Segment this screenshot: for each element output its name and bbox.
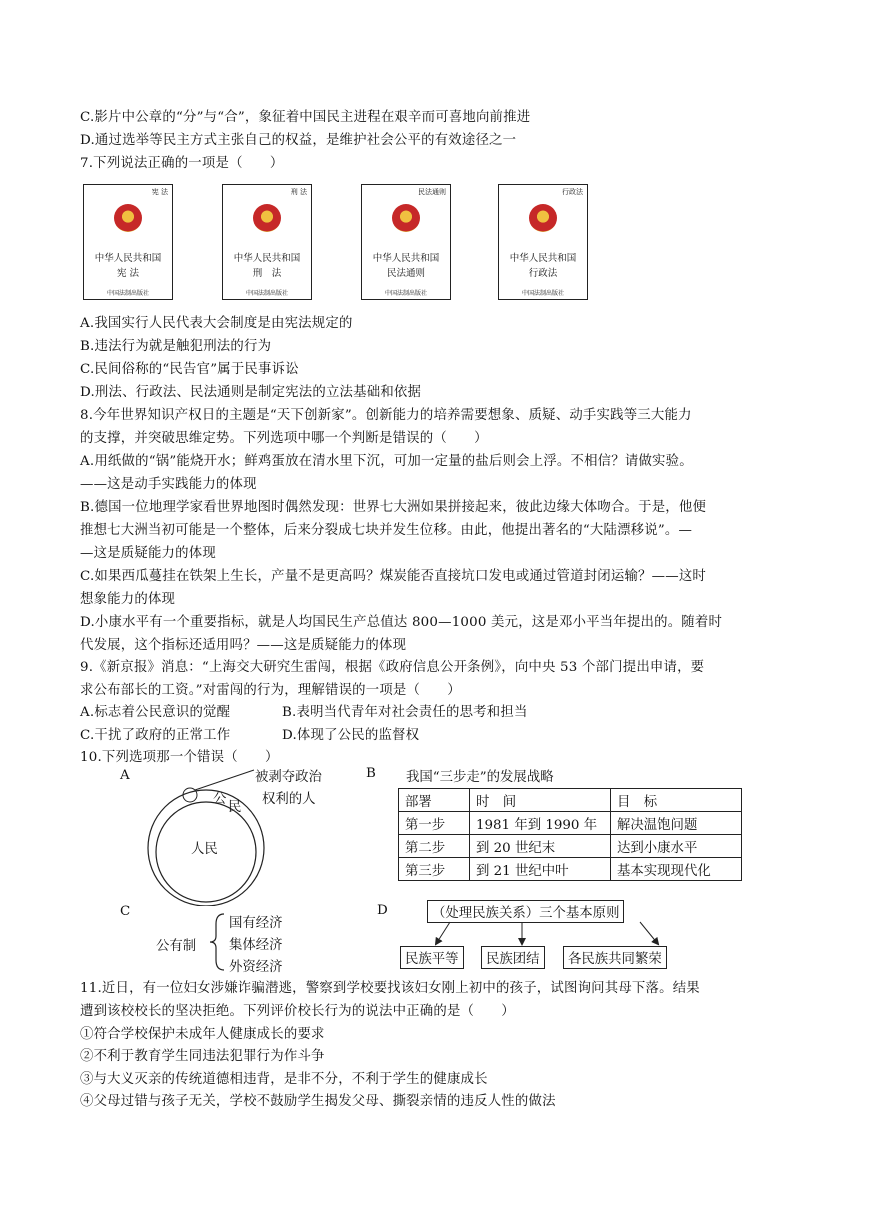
ethnic-relations-box: （处理民族关系）三个基本原则 xyxy=(427,900,624,923)
q11-line: 遭到该校校长的坚决拒绝。下列评价校长行为的说法中正确的是（ ） xyxy=(80,1004,515,1019)
q11-item-3: ③与大义灭亲的传统道德相违背，是非不分，不利于学生的健康成长 xyxy=(80,1072,488,1087)
q11-item-4: ④父母过错与孩子无关，学校不鼓励学生揭发父母、撕裂亲情的违反人性的做法 xyxy=(80,1094,556,1109)
table-cell: 第三步 xyxy=(399,858,470,881)
q8-line: 想象能力的体现 xyxy=(80,592,176,607)
q11-item-1: ①符合学校保护未成年人健康成长的要求 xyxy=(80,1027,325,1042)
citizen-label-min: 民 xyxy=(228,800,242,815)
table-cell: 到 21 世纪中叶 xyxy=(470,858,611,881)
citizen-label-gong: 公 xyxy=(213,792,227,807)
q8-line: 代发展，这个指标还适用吗？——这是质疑能力的体现 xyxy=(80,638,407,653)
table-row xyxy=(399,858,742,881)
book-criminal-law xyxy=(222,184,312,300)
q8-line: ——这是动手实践能力的体现 xyxy=(80,477,257,492)
deprived-rights-label: 被剥夺政治 xyxy=(255,770,322,785)
book-subtitle: 行政法 xyxy=(528,268,558,279)
national-emblem-icon xyxy=(253,204,281,232)
arrows-diagram xyxy=(400,920,690,948)
book-title: 中华人民共和国 xyxy=(372,253,440,264)
option-a-label: A xyxy=(120,768,130,783)
table-cell: 基本实现现代化 xyxy=(611,858,742,881)
national-emblem-icon xyxy=(114,204,142,232)
table-row xyxy=(399,812,742,835)
national-emblem-icon xyxy=(392,204,420,232)
header-cell: 目 标 xyxy=(611,789,742,812)
book-tag: 刑 法 xyxy=(290,188,307,196)
q10-stem: 10.下列选项那一个错误（ ） xyxy=(80,750,279,765)
table-header-row xyxy=(399,789,742,812)
book-title: 中华人民共和国 xyxy=(94,253,162,264)
q8-line: B.德国一位地理学家看世界地图时偶然发现：世界七大洲如果拼接起来，彼此边缘大体吻合。于是，他便 xyxy=(80,500,707,515)
header-cell: 时 间 xyxy=(470,789,611,812)
q9-line: 求公布部长的工资。”对雷闯的行为，理解错误的一项是（ ） xyxy=(80,683,461,698)
q7-option-a: A.我国实行人民代表大会制度是由宪法规定的 xyxy=(80,316,353,331)
ethnic-unity-box: 民族团结 xyxy=(481,946,545,969)
book-administrative-law xyxy=(498,184,588,300)
book-subtitle: 民法通则 xyxy=(386,268,425,279)
state-economy-label: 国有经济 xyxy=(229,916,283,931)
book-tag: 宪 法 xyxy=(151,188,168,196)
book-publisher: 中国法制出版社 xyxy=(245,290,288,297)
q8-line: C.如果西瓜蔓挂在铁架上生长，产量不是更高吗？煤炭能否直接坑口发电或通过管道封闭运输？——这时 xyxy=(80,569,706,584)
q7-option-d: D.刑法、行政法、民法通则是制定宪法的立法基础和依据 xyxy=(80,385,422,400)
people-label: 人民 xyxy=(191,842,218,857)
foreign-economy-label: 外资经济 xyxy=(229,960,283,975)
book-publisher: 中国法制出版社 xyxy=(106,290,149,297)
table-row xyxy=(399,835,742,858)
q9-option-c: C.干扰了政府的正常工作 xyxy=(80,728,231,743)
option-c-label: C xyxy=(120,904,131,919)
q11-item-2: ②不利于教育学生同违法犯罪行为作斗争 xyxy=(80,1049,325,1064)
table-cell: 解决温饱问题 xyxy=(611,812,742,835)
three-step-table xyxy=(398,788,742,881)
book-tag: 民法通则 xyxy=(418,188,446,196)
book-subtitle: 刑 法 xyxy=(252,268,282,279)
q9-option-a: A.标志着公民意识的觉醒 xyxy=(80,705,231,720)
public-ownership-label: 公有制 xyxy=(156,939,197,954)
national-emblem-icon xyxy=(529,204,557,232)
table-cell: 第一步 xyxy=(399,812,470,835)
book-civil-law xyxy=(361,184,451,300)
book-subtitle: 宪 法 xyxy=(116,268,140,279)
q8-line: 推想七大洲当初可能是一个整体，后来分裂成七块并发生位移。由此，他提出著名的“大陆漂移说”。— xyxy=(80,523,693,538)
option-b-label: B xyxy=(366,766,376,781)
book-publisher: 中国法制出版社 xyxy=(384,290,427,297)
table-cell: 达到小康水平 xyxy=(611,835,742,858)
option-c-line: C.影片中公章的“分”与“合”，象征着中国民主进程在艰辛而可喜地向前推进 xyxy=(80,110,531,125)
brace-icon xyxy=(208,912,228,972)
book-publisher: 中国法制出版社 xyxy=(521,290,564,297)
header-cell: 部署 xyxy=(399,789,470,812)
table-cell: 到 20 世纪末 xyxy=(470,835,611,858)
common-prosperity-box: 各民族共同繁荣 xyxy=(563,946,667,969)
option-d-line: D.通过选举等民主方式主张自己的权益，是维护社会公平的有效途径之一 xyxy=(80,133,517,148)
ethnic-equality-box: 民族平等 xyxy=(400,946,464,969)
three-step-title: 我国“三步走”的发展战略 xyxy=(406,770,554,785)
table-cell: 第二步 xyxy=(399,835,470,858)
q9-option-b: B.表明当代青年对社会责任的思考和担当 xyxy=(282,705,528,720)
book-title: 中华人民共和国 xyxy=(233,253,301,264)
q9-line: 9.《新京报》消息：“上海交大研究生雷闯，根据《政府信息公开条例》，向中央 53 个部门提出申请，要 xyxy=(80,660,705,675)
question-7-stem: 7.下列说法正确的一项是（ ） xyxy=(80,156,284,171)
option-d-label: D xyxy=(377,903,388,918)
q8-line: —这是质疑能力的体现 xyxy=(80,546,216,561)
q8-line: 的支撑，并突破思维定势。下列选项中哪一个判断是错误的（ ） xyxy=(80,431,488,446)
collective-economy-label: 集体经济 xyxy=(229,938,283,953)
book-constitution xyxy=(83,184,173,300)
q8-line: 8.今年世界知识产权日的主题是“天下创新家”。创新能力的培养需要想象、质疑、动手实践等三大能力 xyxy=(80,408,692,423)
q7-option-c: C.民间俗称的“民告官”属于民事诉讼 xyxy=(80,362,299,377)
q8-line: A.用纸做的“锅”能烧开水；鲜鸡蛋放在清水里下沉，可加一定量的盐后则会上浮。不相信？请做实验。 xyxy=(80,454,693,469)
q11-line: 11.近日，有一位妇女涉嫌诈骗潜逃，警察到学校要找该妇女刚上初中的孩子，试图询问其母下落。结果 xyxy=(80,981,700,996)
deprived-rights-label-2: 权利的人 xyxy=(262,792,316,807)
book-tag: 行政法 xyxy=(562,188,583,196)
citizen-people-diagram xyxy=(140,766,280,906)
q8-line: D.小康水平有一个重要指标，就是人均国民生产总值达 800—1000 美元，这是邓小平当年提出的。随着时 xyxy=(80,615,723,630)
book-title: 中华人民共和国 xyxy=(509,253,577,264)
table-cell: 1981 年到 1990 年 xyxy=(470,812,611,835)
q9-option-d: D.体现了公民的监督权 xyxy=(282,728,420,743)
q7-option-b: B.违法行为就是触犯刑法的行为 xyxy=(80,339,272,354)
